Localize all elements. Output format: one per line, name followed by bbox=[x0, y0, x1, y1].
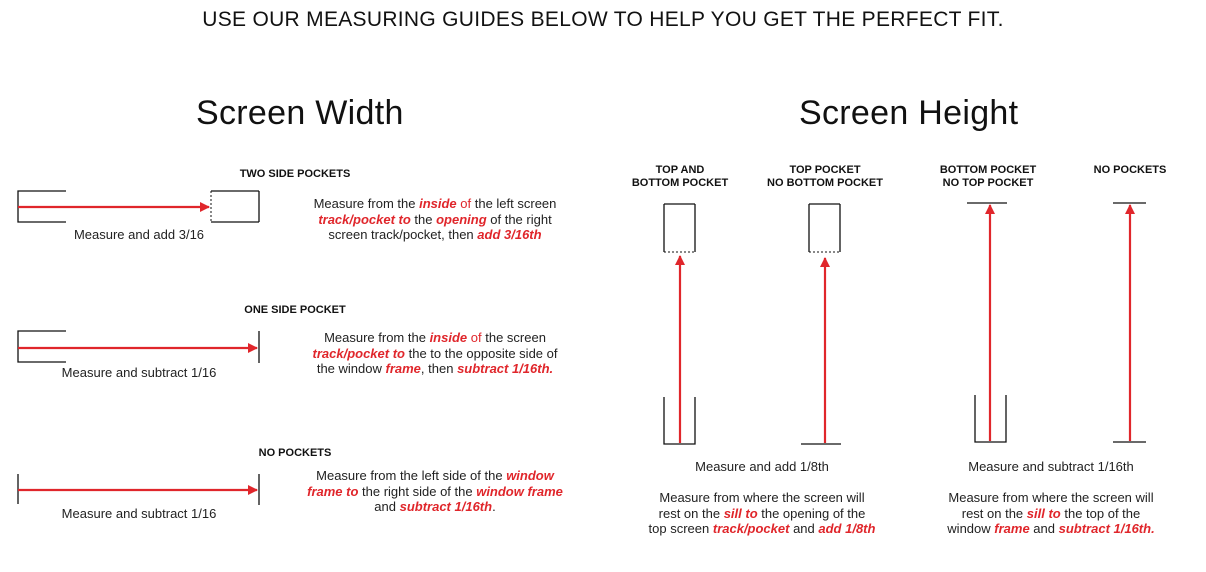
description-line bbox=[916, 506, 1186, 522]
no-pockets-height-label: NO POCKETS bbox=[1093, 164, 1167, 176]
emphasis-text: subtract 1/16th bbox=[399, 499, 493, 514]
plain-text: the window bbox=[316, 361, 386, 376]
two-side-pockets-description bbox=[290, 196, 580, 243]
bottom-pocket-no-top-diagram bbox=[967, 203, 1007, 442]
plain-text: the bbox=[410, 211, 437, 227]
two-side-pockets-diagram bbox=[18, 191, 259, 222]
one-side-pocket-label: ONE SIDE POCKET bbox=[244, 304, 346, 316]
bottom-pocket-no-top-label: BOTTOM POCKET NO TOP POCKET bbox=[939, 164, 1037, 189]
description-line bbox=[290, 346, 580, 362]
emphasis-text: frame bbox=[385, 361, 421, 376]
emphasis-text: window bbox=[506, 468, 554, 483]
description-line bbox=[290, 330, 580, 346]
description-line bbox=[290, 227, 580, 243]
one-side-pocket-diagram bbox=[18, 331, 259, 363]
plain-text: the screen bbox=[481, 330, 546, 345]
no-pockets-width-diagram bbox=[18, 474, 259, 505]
screen-height-title: Screen Height bbox=[799, 94, 1019, 132]
emphasis-text: track/pocket bbox=[712, 521, 790, 536]
emphasis-text: add 3/16th bbox=[477, 227, 542, 242]
emphasis-text: frame to bbox=[307, 483, 359, 499]
emphasis-text: opening bbox=[436, 211, 487, 227]
plain-text: the left screen bbox=[471, 196, 557, 211]
emphasis-text: frame bbox=[994, 521, 1030, 536]
plain-text: the to the opposite side of bbox=[404, 345, 558, 361]
no-top-pocket-height-description bbox=[916, 490, 1186, 537]
add-eighth-caption: Measure and add 1/8th bbox=[695, 459, 829, 474]
plain-text: screen track/pocket, then bbox=[328, 227, 478, 242]
emphasis-text: track/pocket to bbox=[312, 345, 405, 361]
emphasis-text: window frame bbox=[476, 483, 563, 499]
emphasis-text: sill to bbox=[1026, 505, 1061, 521]
one-side-pocket-description bbox=[290, 330, 580, 377]
description-line bbox=[290, 468, 580, 484]
plain-text: and bbox=[374, 499, 400, 514]
plain-text: Measure from the left side of the bbox=[316, 468, 507, 483]
plain-text: and bbox=[1029, 521, 1059, 536]
description-line bbox=[290, 212, 580, 228]
emphasis-text: of bbox=[456, 196, 472, 211]
plain-text: , then bbox=[420, 361, 458, 376]
two-side-pockets-label: TWO SIDE POCKETS bbox=[239, 168, 351, 180]
emphasis-text: track/pocket to bbox=[318, 211, 411, 227]
description-line bbox=[627, 506, 897, 522]
plain-text: . bbox=[492, 499, 496, 514]
plain-text: top screen bbox=[648, 521, 713, 536]
top-and-bottom-pocket-diagram bbox=[664, 204, 695, 444]
plain-text: the right side of the bbox=[358, 483, 477, 499]
description-line bbox=[627, 521, 897, 537]
top-pocket-no-bottom-label: TOP POCKET NO BOTTOM POCKET bbox=[767, 164, 883, 189]
plain-text: window bbox=[947, 521, 995, 536]
plain-text: the top of the bbox=[1060, 505, 1141, 521]
no-pockets-width-label: NO POCKETS bbox=[258, 447, 332, 459]
top-and-bottom-pocket-label: TOP AND BOTTOM POCKET bbox=[631, 164, 729, 189]
emphasis-text: sill to bbox=[723, 505, 758, 521]
plain-text: of the right bbox=[486, 211, 552, 227]
emphasis-text: of bbox=[467, 330, 482, 345]
description-line bbox=[290, 361, 580, 377]
description-line bbox=[916, 521, 1186, 537]
plain-text: rest on the bbox=[658, 505, 724, 521]
left-pocket-shape bbox=[18, 331, 66, 362]
description-line bbox=[290, 499, 580, 515]
description-line bbox=[627, 490, 897, 506]
emphasis-text: subtract 1/16th. bbox=[1058, 521, 1155, 536]
plain-text: and bbox=[789, 521, 819, 536]
plain-text: Measure from where the screen will bbox=[659, 490, 865, 505]
emphasis-text: inside bbox=[429, 330, 468, 345]
plain-text: rest on the bbox=[961, 505, 1027, 521]
plain-text: Measure from the bbox=[313, 196, 420, 211]
screen-width-title: Screen Width bbox=[196, 94, 404, 132]
emphasis-text: add 1/8th bbox=[818, 521, 876, 536]
plain-text: the opening of the bbox=[757, 505, 866, 521]
description-line bbox=[290, 196, 580, 212]
top-pocket-height-description bbox=[627, 490, 897, 537]
no-pockets-height-diagram bbox=[1113, 203, 1146, 442]
description-line bbox=[916, 490, 1186, 506]
two-side-pockets-caption: Measure and add 3/16 bbox=[73, 227, 205, 242]
no-pockets-width-description bbox=[290, 468, 580, 515]
subtract-sixteenth-caption: Measure and subtract 1/16th bbox=[968, 459, 1134, 474]
description-line bbox=[290, 484, 580, 500]
plain-text: Measure from where the screen will bbox=[948, 490, 1154, 505]
top-pocket-no-bottom-diagram bbox=[801, 204, 841, 444]
no-pockets-width-caption: Measure and subtract 1/16 bbox=[61, 506, 217, 521]
emphasis-text: inside bbox=[419, 196, 457, 211]
emphasis-text: subtract 1/16th. bbox=[457, 361, 554, 376]
plain-text: Measure from the bbox=[324, 330, 430, 345]
one-side-pocket-caption: Measure and subtract 1/16 bbox=[61, 365, 217, 380]
page-title: USE OUR MEASURING GUIDES BELOW TO HELP YOU GET THE PERFECT FIT. bbox=[202, 8, 1004, 31]
